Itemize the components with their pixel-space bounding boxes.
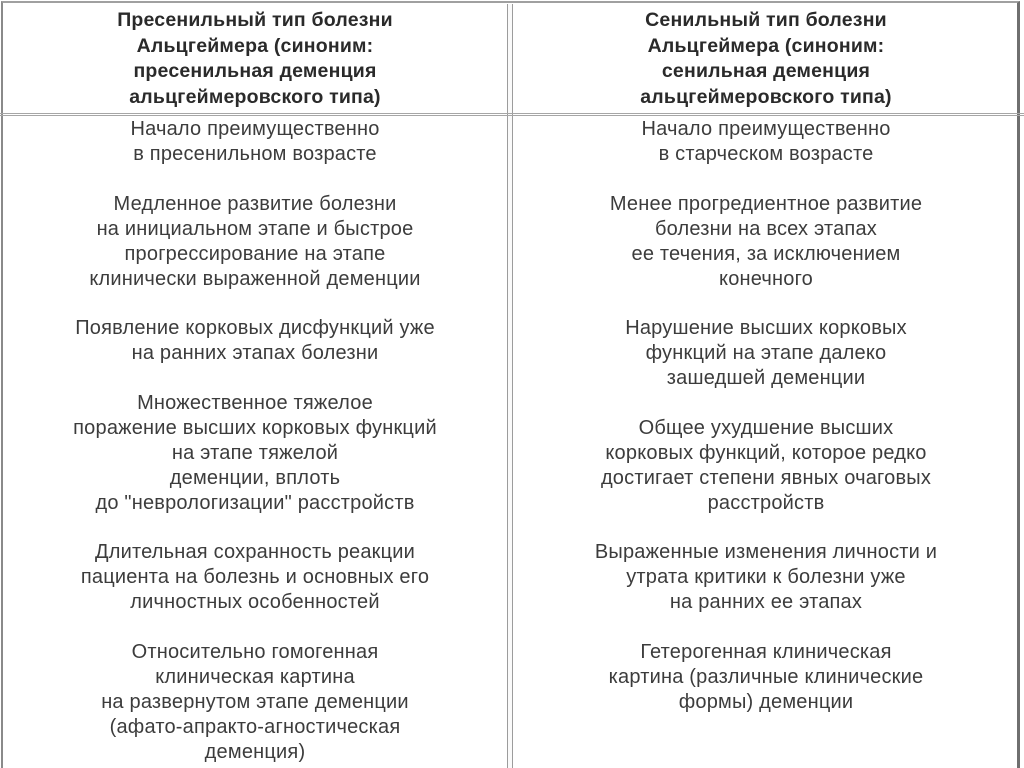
left-row-5: Длительная сохранность реакции пациента на болезнь и основных его личностных особенностей: [80, 541, 430, 613]
right-column: [514, 0, 1018, 768]
left-row-1: Начало преимущественно в пресенильном возрасте: [130, 118, 380, 165]
left-row-4: Множественное тяжелое поражение высших корковых функций на этапе тяжелой деменции, вплоть до "неврологизации" расстройств: [73, 392, 437, 514]
right-row-5: Выраженные изменения личности и утрата критики к болезни уже на ранних ее этапах: [594, 541, 938, 613]
column-divider: [507, 4, 513, 768]
right-row-6: Гетерогенная клиническая картина (различные клинические формы) деменции: [608, 641, 924, 713]
right-row-1: Начало преимущественно в старческом возрасте: [641, 118, 891, 165]
right-row-4: Общее ухудшение высших корковых функций, которое редко достигает степени явных очаговых расстройств: [600, 417, 932, 514]
right-row-2: Менее прогредиентное развитие болезни на всех этапах ее течения, за исключением конечного: [609, 193, 923, 290]
right-column-header: Сенильный тип болезни Альцгеймера (синоним: сенильная деменция альцгеймеровского типа): [640, 9, 892, 108]
right-row-3: Нарушение высших корковых функций на этапе далеко зашедшей деменции: [625, 317, 907, 389]
left-column-header: Пресенильный тип болезни Альцгеймера (синоним: пресенильная деменция альцгеймеровского типа): [117, 9, 393, 108]
left-row-3: Появление корковых дисфункций уже на ранних этапах болезни: [75, 317, 435, 364]
left-column: [4, 0, 506, 768]
left-row-2: Медленное развитие болезни на инициальном этапе и быстрое прогрессирование на этапе клинически выраженной деменции: [89, 193, 421, 290]
left-row-6: Относительно гомогенная клиническая картина на развернутом этапе деменции (афато-апракто-агностическая деменция): [101, 641, 409, 763]
